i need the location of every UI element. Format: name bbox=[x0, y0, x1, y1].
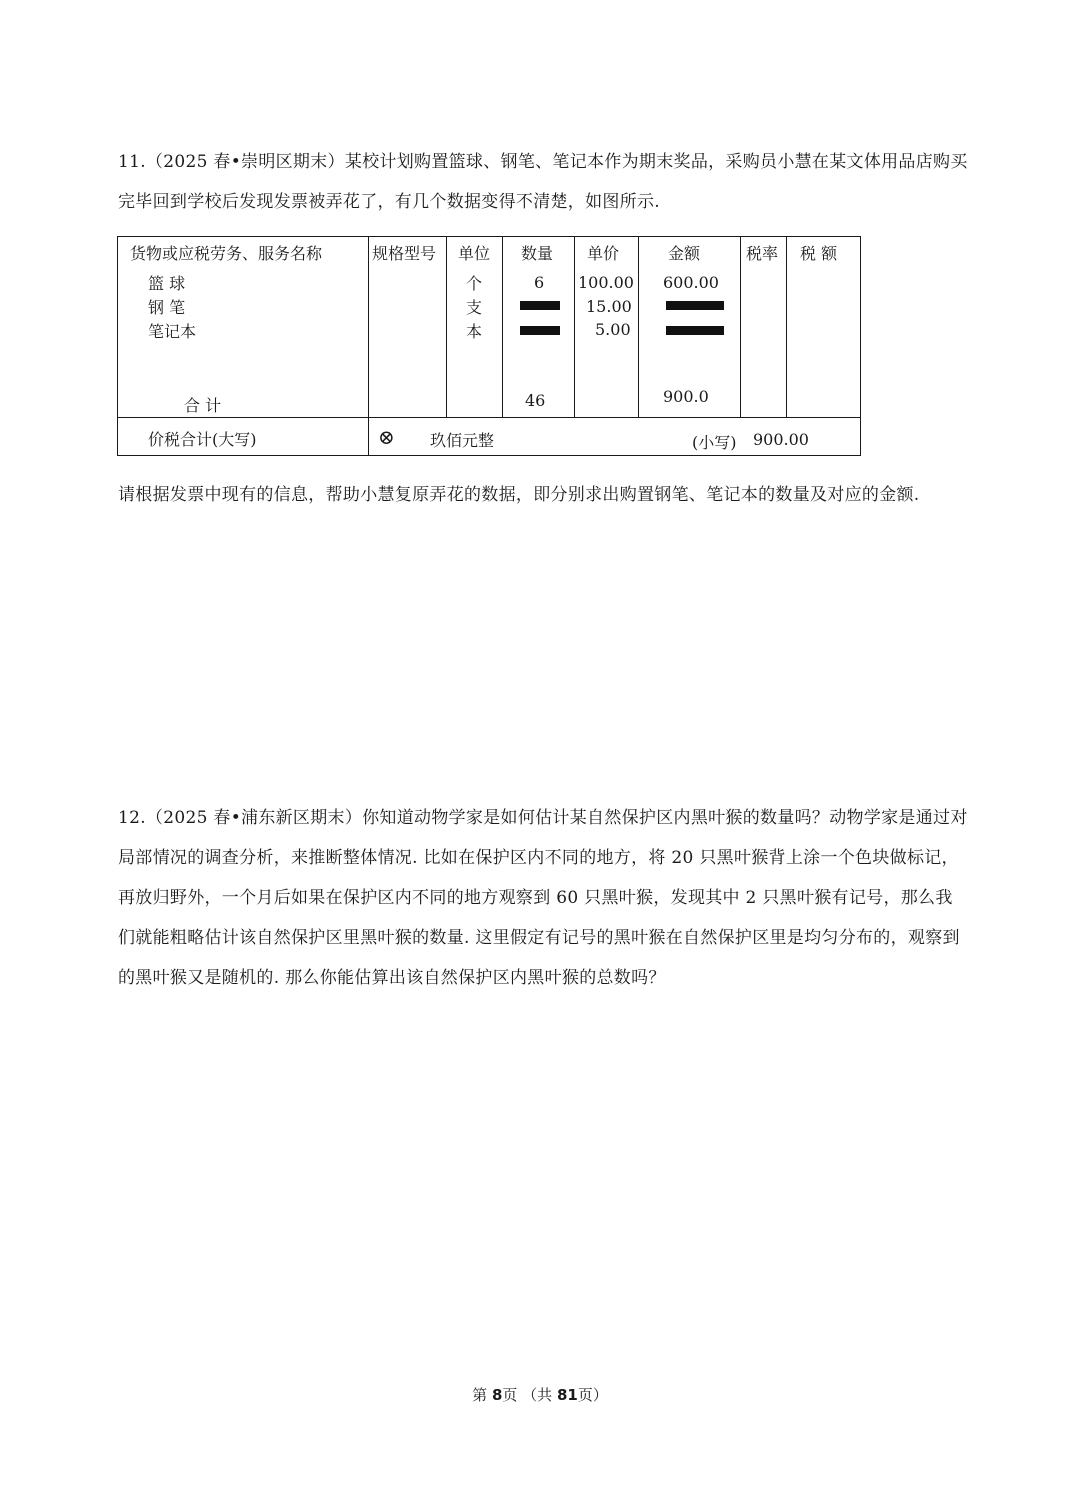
column-divider bbox=[502, 237, 503, 417]
total-qty: 46 bbox=[525, 391, 546, 410]
total-amount: 900.0 bbox=[663, 387, 709, 406]
invoice-table bbox=[117, 236, 861, 456]
tax-total-lower: 900.00 bbox=[753, 430, 809, 449]
smudged-qty bbox=[520, 301, 560, 310]
column-divider bbox=[740, 237, 741, 417]
circle-x-icon: ⊗ bbox=[378, 425, 395, 449]
item-price: 5.00 bbox=[595, 320, 631, 339]
question-11-followup: 请根据发票中现有的信息，帮助小慧复原弄花的数据，即分别求出购置钢笔、笔记本的数量及对应的金额. bbox=[118, 485, 920, 505]
question-12-text: 12.（2025 春•浦东新区期末）你知道动物学家是如何估计某自然保护区内黑叶猴的数量吗？动物学家是通过对局部情况的调查分析，来推断整体情况. 比如在保护区内不同的地方，将 20 只黑叶猴背上涂一个色块做标记，再放归野外，一个月后如果在保护区内不同的地方观察到 60 只黑叶猴，发现其中 2 只黑叶猴有记号，那么我们就能粗略估计该自然保护区里黑叶猴的数量. 这里假定有记号的黑叶猴在自然保护区里是均匀分布的，观察到的黑叶猴又是随机的. 那么你能估算出该自然保护区内黑叶猴的总数吗？ bbox=[118, 808, 968, 988]
tax-total-upper: 玖佰元整 bbox=[430, 431, 495, 450]
total-label: 合 计 bbox=[184, 396, 222, 415]
footer-prefix: 第 bbox=[472, 1386, 492, 1404]
item-unit: 个 bbox=[466, 274, 483, 293]
question-11-text: 11.（2025 春•崇明区期末）某校计划购置篮球、钢笔、笔记本作为期末奖品，采购员小慧在某文体用品店购买完毕回到学校后发现发票被弄花了，有几个数据变得不清楚，如图所示. bbox=[118, 152, 968, 212]
column-divider bbox=[446, 237, 447, 417]
smudged-qty bbox=[520, 326, 560, 335]
header-unit: 单位 bbox=[458, 244, 491, 263]
header-tax-rate: 税率 bbox=[746, 244, 779, 263]
footer-middle: 页 （共 bbox=[502, 1386, 557, 1404]
item-unit: 本 bbox=[466, 322, 483, 341]
item-price: 15.00 bbox=[586, 297, 632, 316]
item-amount: 600.00 bbox=[663, 273, 719, 292]
item-price: 100.00 bbox=[578, 273, 634, 292]
tax-total-lower-label: (小写) bbox=[692, 433, 737, 452]
page-footer bbox=[0, 1384, 1080, 1405]
smudged-amount bbox=[666, 301, 724, 310]
column-divider bbox=[786, 237, 787, 417]
header-tax-amount: 税 额 bbox=[800, 244, 838, 263]
header-qty: 数量 bbox=[521, 244, 554, 263]
item-unit: 支 bbox=[466, 298, 483, 317]
item-name: 钢 笔 bbox=[148, 298, 186, 317]
tax-total-label: 价税合计(大写) bbox=[148, 430, 257, 449]
column-divider bbox=[368, 237, 369, 455]
page-number: 8 bbox=[491, 1386, 503, 1404]
footer-suffix: 页） bbox=[577, 1386, 608, 1404]
row-divider bbox=[118, 417, 860, 418]
header-spec: 规格型号 bbox=[372, 244, 437, 263]
header-amount: 金额 bbox=[668, 244, 701, 263]
header-price: 单价 bbox=[587, 244, 620, 263]
smudged-amount bbox=[666, 326, 724, 335]
header-name: 货物或应税劳务、服务名称 bbox=[130, 244, 323, 263]
item-name: 篮 球 bbox=[148, 274, 186, 293]
item-name: 笔记本 bbox=[148, 322, 197, 341]
column-divider bbox=[574, 237, 575, 417]
page-total: 81 bbox=[556, 1386, 578, 1404]
column-divider bbox=[638, 237, 639, 417]
item-qty: 6 bbox=[534, 273, 545, 292]
